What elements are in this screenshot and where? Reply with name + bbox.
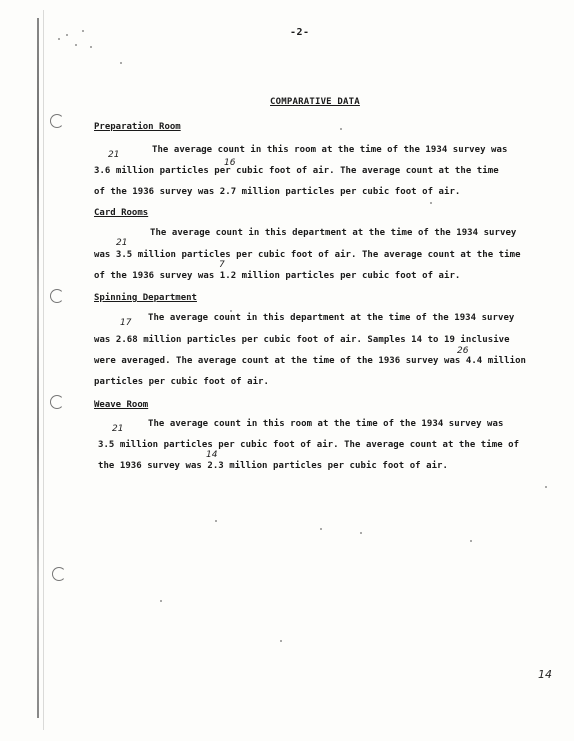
section-line: 3.5 million particles per cubic foot of air. The average count at the time of bbox=[98, 440, 520, 450]
section-line: was 2.68 million particles per cubic foot of air. Samples 14 to 19 inclusive bbox=[94, 335, 510, 345]
section-line: were averaged. The average count at the time of the 1936 survey was 4.4 million bbox=[94, 356, 527, 366]
handwritten-annotation: 7 bbox=[219, 260, 225, 270]
handwritten-annotation: 21 bbox=[108, 150, 120, 160]
section-line: The average count in this room at the time of the 1934 survey was bbox=[152, 145, 508, 155]
handwritten-annotation: 14 bbox=[206, 450, 218, 460]
handwritten-annotation: 21 bbox=[112, 424, 124, 434]
handwritten-annotation: 17 bbox=[120, 318, 132, 328]
handwritten-annotation: 16 bbox=[224, 158, 236, 168]
corner-handwritten-mark: 14 bbox=[538, 668, 552, 681]
handwritten-annotation: 26 bbox=[457, 346, 469, 356]
section-line: was 3.5 million particles per cubic foot of air. The average count at the time bbox=[94, 250, 521, 260]
punch-hole-icon bbox=[52, 567, 66, 581]
section-heading-spinning-department: Spinning Department bbox=[94, 293, 197, 303]
section-line: the 1936 survey was 2.3 million particles per cubic foot of air. bbox=[98, 461, 448, 471]
section-line: The average count in this department at the time of the 1934 survey bbox=[148, 313, 515, 323]
section-line: particles per cubic foot of air. bbox=[94, 377, 269, 387]
binding-edge-faint bbox=[43, 10, 44, 730]
punch-hole-icon bbox=[50, 114, 64, 128]
section-line: The average count in this room at the time of the 1934 survey was bbox=[148, 419, 504, 429]
punch-hole-icon bbox=[50, 289, 64, 303]
section-line: 3.6 million particles per cubic foot of air. The average count at the time bbox=[94, 166, 499, 176]
page-number: -2- bbox=[290, 27, 310, 38]
section-heading-preparation-room: Preparation Room bbox=[94, 122, 181, 132]
section-heading-card-rooms: Card Rooms bbox=[94, 208, 149, 218]
section-line: The average count in this department at the time of the 1934 survey bbox=[150, 228, 517, 238]
section-line: of the 1936 survey was 1.2 million particles per cubic foot of air. bbox=[94, 271, 461, 281]
punch-hole-icon bbox=[50, 395, 64, 409]
binding-edge bbox=[37, 18, 39, 718]
section-heading-weave-room: Weave Room bbox=[94, 400, 149, 410]
section-line: of the 1936 survey was 2.7 million particles per cubic foot of air. bbox=[94, 187, 461, 197]
page-title: COMPARATIVE DATA bbox=[270, 97, 360, 107]
handwritten-annotation: 21 bbox=[116, 238, 128, 248]
